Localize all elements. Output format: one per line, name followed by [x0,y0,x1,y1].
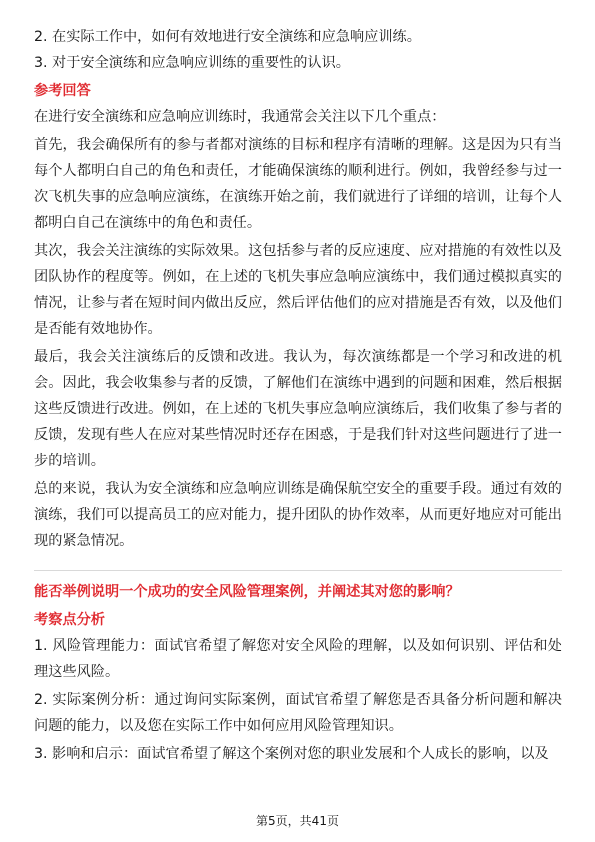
answer-heading: 参考回答 [34,83,91,99]
document-page [34,24,562,769]
answer-paragraph: 其次，我会关注演练的实际效果。这包括参与者的反应速度、应对措施的有效性以及团队协作的程度等。例如，在上述的飞机失事应急响应演练中，我们通过模拟真实的情况，让参与者在短时间内做出反应，然后评估他们的应对措施是否有效，以及他们是否能有效地协作。 [34,243,562,337]
list-item: 2. 在实际工作中，如何有效地进行安全演练和应急响应训练。 [34,29,421,45]
analysis-item: 3. 影响和启示：面试官希望了解这个案例对您的职业发展和个人成长的影响，以及 [34,746,549,762]
analysis-heading: 考察点分析 [34,612,105,628]
answer-paragraph: 在进行安全演练和应急响应训练时，我通常会关注以下几个重点： [34,109,446,125]
list-item: 3. 对于安全演练和应急响应训练的重要性的认识。 [34,55,350,71]
section-divider [34,570,562,571]
answer-paragraph: 首先，我会确保所有的参与者都对演练的目标和程序有清晰的理解。这是因为只有当每个人都明白自己的角色和责任，才能确保演练的顺利进行。例如，我曾经参与过一次飞机失事的应急响应演练，在演练开始之前，我们就进行了详细的培训，让每个人都明白自己在演练中的角色和责任。 [34,137,562,231]
page-number: 第5页，共41页 [256,814,339,828]
answer-paragraph: 总的来说，我认为安全演练和应急响应训练是确保航空安全的重要手段。通过有效的演练，我们可以提高员工的应对能力，提升团队的协作效率，从而更好地应对可能出现的紧急情况。 [34,481,562,549]
analysis-item: 1. 风险管理能力：面试官希望了解您对安全风险的理解，以及如何识别、评估和处理这些风险。 [34,638,562,680]
answer-paragraph: 最后，我会关注演练后的反馈和改进。我认为，每次演练都是一个学习和改进的机会。因此，我会收集参与者的反馈，了解他们在演练中遇到的问题和困难，然后根据这些反馈进行改进。例如，在上述的飞机失事应急响应演练后，我们收集了参与者的反馈，发现有些人在应对某些情况时还存在困惑，于是我们针对这些问题进行了进一步的培训。 [34,349,562,469]
question-heading: 能否举例说明一个成功的安全风险管理案例，并阐述其对您的影响？ [34,584,460,600]
analysis-item: 2. 实际案例分析：通过询问实际案例，面试官希望了解您是否具备分析问题和解决问题的能力，以及您在实际工作中如何应用风险管理知识。 [34,692,562,734]
